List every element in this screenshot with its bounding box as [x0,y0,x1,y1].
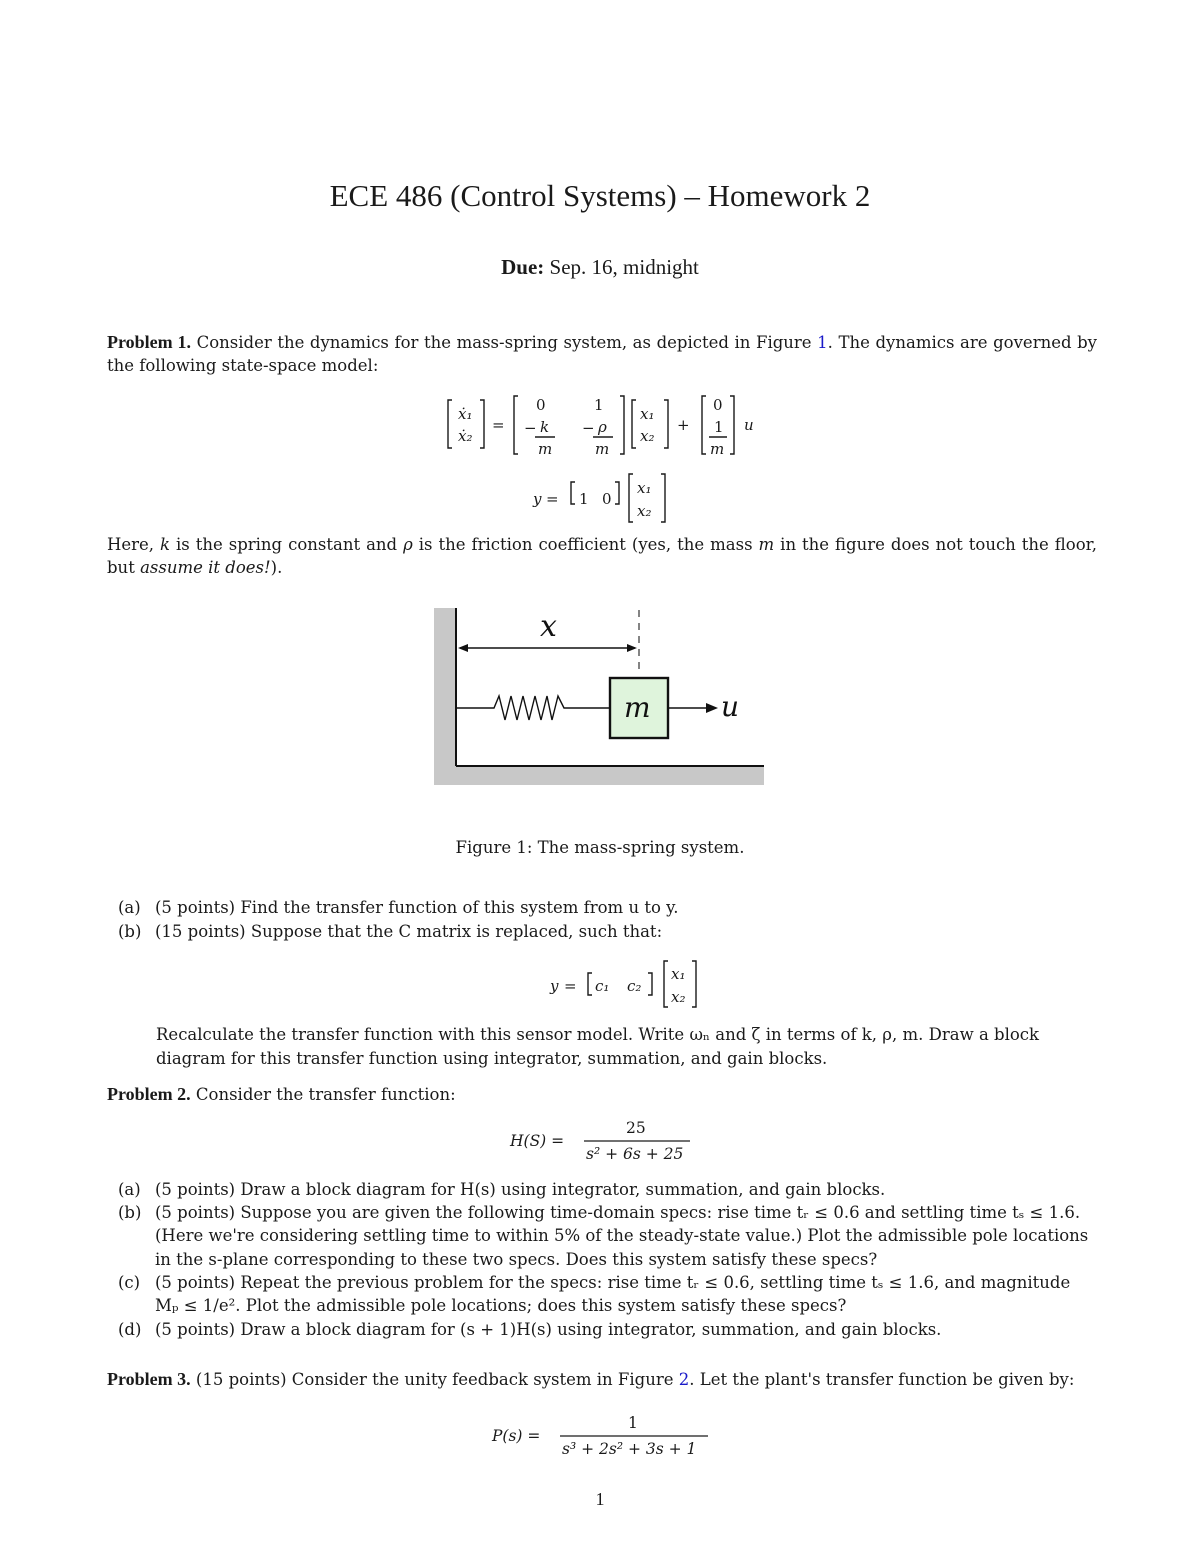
x1-out: x₁ [637,479,652,497]
part-label: (a) [118,1180,141,1199]
eq2-x2: x₂ [671,988,686,1006]
problem2-part-d [118,1318,1098,1342]
P-numerator: 1 [628,1414,638,1432]
c-entry-1: 1 [579,490,589,508]
part-text-line1: (5 points) Repeat the previous problem for the specs: rise time tᵣ ≤ 0.6, settling time tₛ ≤ 1.6, and magnitude [155,1273,1071,1292]
spring [456,696,610,720]
a22-den: m [595,440,610,458]
part-text-line2: Mₚ ≤ 1/e². Plot the admissible pole locations; does this system satisfy these specs? [155,1296,847,1316]
H-denominator: s² + 6s + 25 [586,1145,684,1163]
problem2-label: Problem 2. [107,1084,191,1104]
x-label: x [540,609,557,644]
part-label: (a) [118,898,141,917]
H-numerator: 25 [626,1119,646,1137]
eq2-equals: = [564,977,577,995]
a21-num: k [540,418,550,436]
mass-label: m [624,691,651,724]
figure1-link[interactable]: 1 [817,333,828,352]
problem1-intro [107,331,1097,377]
problem2-part-a [118,1178,1098,1202]
problem2-intro-text: Consider the transfer function: [195,1085,456,1104]
eq2-y: y [550,977,559,995]
due-date [0,255,1200,280]
part-text-line2: (Here we're considering settling time to within 5% of the steady-state value.) Plot the admissible pole locations [155,1226,1089,1246]
figure2-link[interactable]: 2 [678,1370,690,1389]
part-text: (5 points) Draw a block diagram for (s + 1)H(s) using integrator, summation, and gain blocks. [155,1320,942,1339]
transfer-function-H [500,1112,700,1168]
problem3-label: Problem 3. [107,1369,191,1389]
x1: x₁ [640,405,655,423]
transfer-function-P [482,1407,722,1463]
a12: 1 [594,396,604,414]
P-lhs: P(s) = [492,1427,541,1445]
eq2-x1: x₁ [671,965,686,983]
problem1-description [107,533,1097,579]
a22-minus: − [582,419,595,437]
problem3-intro [107,1368,1097,1391]
part-text-line3: in the s-plane corresponding to these two specs. Does this system satisfy these specs? [155,1249,878,1269]
problem1-intro-text: Consider the dynamics for the mass-spring system, as depicted in Figure [196,333,812,352]
assume-emphasis: assume it does! [140,558,271,577]
var-k: k [160,535,171,554]
input-u: u [744,416,754,434]
c-entry-2: 0 [602,490,612,508]
a22-num: ρ [598,418,607,436]
part-label: (d) [118,1320,142,1339]
part-text-line1: (5 points) Suppose you are given the following time-domain specs: rise time tᵣ ≤ 0.6 and settling time tₛ ≤ 1.6. [155,1203,1081,1222]
problem1-part-a [118,896,1098,920]
x2: x₂ [640,427,655,445]
desc-text-b: is the spring constant and [170,535,404,554]
due-value: Sep. 16, midnight [549,255,699,279]
part-label: (c) [118,1273,141,1292]
due-label: Due: [501,255,545,279]
wall-floor [434,608,764,785]
b2-num: 1 [714,418,724,436]
desc-text-c: is the friction coefficient (yes, the mass [412,535,759,554]
force-label: u [721,690,740,723]
b1: 0 [713,396,723,414]
problem2-part-b [118,1201,1098,1273]
part-label: (b) [118,922,142,941]
problem1-part-b [118,920,1098,944]
equals-sign: = [492,416,505,434]
lhs-x1dot: ẋ₁ [458,405,473,423]
output-y: y [533,490,542,508]
figure1-caption: Figure 1: The mass-spring system. [455,838,745,857]
part-text: (5 points) Find the transfer function of this system from u to y. [155,898,679,917]
H-lhs: H(S) = [510,1132,565,1150]
desc-text-d: in the figure does not touch the floor, but [107,535,1097,577]
a21-minus: − [524,419,537,437]
b2-den: m [710,440,725,458]
state-space-equation [430,388,770,528]
problem1-intro-text-b: . The dynamics are governed by the following state-space model: [107,333,1098,375]
problem2-intro [107,1083,1097,1106]
a11: 0 [536,396,546,414]
a21-den: m [538,440,553,458]
desc-text-a: Here, [107,535,161,554]
part-text: (5 points) Draw a block diagram for H(s) using integrator, summation, and gain blocks. [155,1180,886,1199]
problem1-recalc-line1: Recalculate the transfer function with this sensor model. Write ωₙ and ζ in terms of k, ρ, m. Draw a block [156,1025,1040,1044]
problem2-part-c [118,1271,1098,1319]
document-title: ECE 486 (Control Systems) – Homework 2 [329,178,871,213]
P-denominator: s³ + 2s² + 3s + 1 [562,1440,697,1458]
problem3-intro-text-c: by: [1048,1370,1075,1389]
problem3-intro-text: (15 points) Consider the unity feedback system in Figure [195,1370,674,1389]
part-label: (b) [118,1203,142,1222]
x2-out: x₂ [637,502,652,520]
equals-sign-2: = [546,490,559,508]
problem3-intro-text-b: . Let the plant's transfer function be given [689,1370,1044,1389]
eq2-c2: c₂ [627,977,642,995]
sensor-equation [540,955,710,1011]
lhs-x2dot: ẋ₂ [458,427,473,445]
problem1-recalc-line2: diagram for this transfer function using integrator, summation, and gain blocks. [156,1049,828,1068]
problem1-label: Problem 1. [107,332,191,352]
var-rho: ρ [403,535,413,554]
desc-text-e: ). [270,558,283,577]
part-text: (15 points) Suppose that the C matrix is replaced, such that: [155,922,663,941]
page-number: 1 [595,1489,605,1509]
eq2-c1: c₁ [595,977,610,995]
plus-sign: + [677,416,690,434]
var-m: m [758,535,775,554]
mass-spring-figure [434,608,768,788]
